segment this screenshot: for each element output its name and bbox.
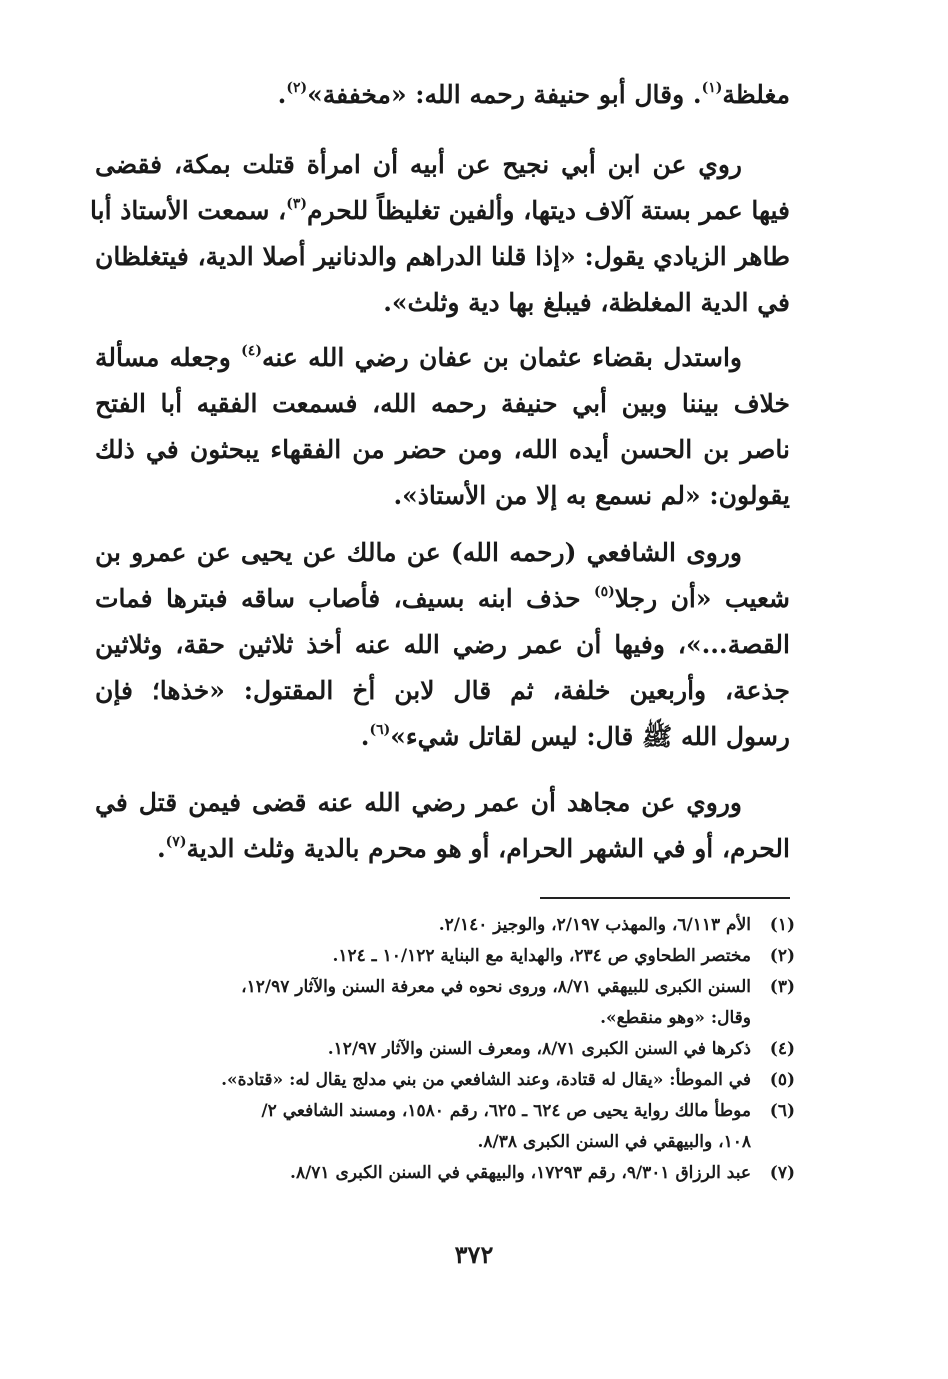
footnote-ref: (٧) bbox=[165, 834, 187, 850]
text-line: رسول الله ﷺ قال: ليس لقاتل شيء»$^{(٦)}$. bbox=[360, 722, 790, 751]
text-line: مغلظة$^{(١)}$. وقال أبو حنيفة رحمه الله: «مخففة»$^{(٢)}$. bbox=[277, 80, 790, 109]
text-line: ناصر بن الحسن أيده الله، ومن حضر من الفقهاء يبحثون في ذلك bbox=[95, 435, 790, 464]
footnote-ref: (٤) bbox=[241, 343, 262, 359]
footnote-ref: (٥) bbox=[593, 584, 615, 600]
footnote-ref: (١) bbox=[701, 80, 723, 96]
footnote-item bbox=[95, 1096, 795, 1158]
footnote-separator bbox=[540, 897, 790, 899]
footnote-item bbox=[95, 910, 795, 941]
text-line: شعيب «أن رجلا$^{(٥)}$ حذف ابنه بسيف، فأصاب ساقه فبترها فمات bbox=[95, 584, 791, 613]
footnote-item bbox=[95, 1034, 795, 1065]
footnote-number: (٦) bbox=[769, 1101, 795, 1121]
text-line: الحرم، أو في الشهر الحرام، أو هو محرم بالدية وثلث الدية$^{(٧)}$. bbox=[156, 834, 790, 863]
paragraph-4 bbox=[95, 780, 790, 872]
footnote-number: (٢) bbox=[769, 946, 795, 966]
footnote-text: في الموطأ: «يقال له قتادة، وعند الشافعي من بني مدلج يقال له: «قتادة». bbox=[221, 1070, 751, 1090]
footnote-item bbox=[95, 1065, 795, 1096]
paragraph-3 bbox=[95, 530, 790, 760]
footnote-text: الأم ٦/١١٣، والمهذب ٢/١٩٧، والوجيز ٢/١٤٠. bbox=[438, 915, 751, 935]
footnote-text: عبد الرزاق ٩/٣٠١، رقم ١٧٢٩٣، والبيهقي في السنن الكبرى ٨/٧١. bbox=[290, 1163, 751, 1183]
text-line: طاهر الزيادي يقول: «إذا قلنا الدراهم والدنانير أصلا الدية، فيتغلظان bbox=[95, 242, 790, 271]
footnote-ref: (٣) bbox=[286, 196, 307, 212]
text-line: فيها عمر بستة آلاف ديتها، وألفين تغليظاً للحرم$^{(٣)}$، سمعت الأستاذ أبا bbox=[90, 196, 790, 225]
footnote-text: السنن الكبرى للبيهقي ٨/٧١، وروى نحوه في معرفة السنن والآثار ١٢/٩٧، bbox=[241, 977, 751, 997]
footnote-item bbox=[95, 972, 795, 1034]
text-line: جذعة، وأربعين خلفة، ثم قال لابن أخ المقتول: «خذها؛ فإن bbox=[95, 676, 790, 705]
footnote-text: مختصر الطحاوي ص ٢٣٤، والهداية مع البناية ١٠/١٢٢ ـ ١٢٤. bbox=[332, 946, 751, 966]
footnotes bbox=[95, 910, 795, 1189]
footnote-continuation: وقال: «وهو منقطع». bbox=[600, 1008, 751, 1028]
text-line: القصة...»، وفيها أن عمر رضي الله عنه أخذ ثلاثين حقة، وثلاثين bbox=[95, 630, 790, 659]
text-line: روي عن ابن أبي نجيح عن أبيه أن امرأة قتلت بمكة، فقضى bbox=[95, 150, 742, 179]
text-line: وروى الشافعي (رحمه الله) عن مالك عن يحيى عن عمرو بن bbox=[95, 538, 742, 567]
text-line: يقولون: «لم نسمع به إلا من الأستاذ». bbox=[393, 481, 790, 510]
footnote-number: (٣) bbox=[769, 977, 795, 997]
footnote-ref: (٦) bbox=[369, 722, 391, 738]
footnote-number: (٥) bbox=[769, 1070, 795, 1090]
text-line: خلاف بيننا وبين أبي حنيفة رحمه الله، فسمعت الفقيه أبا الفتح bbox=[95, 389, 790, 418]
footnote-ref: (٢) bbox=[286, 80, 308, 96]
footnote-continuation: ١٠٨، والبيهقي في السنن الكبرى ٨/٣٨. bbox=[477, 1132, 751, 1152]
text-line: وروي عن مجاهد أن عمر رضي الله عنه قضى فيمن قتل في bbox=[95, 788, 742, 817]
footnote-item bbox=[95, 941, 795, 972]
footnote-text: موطأ مالك رواية يحيى ص ٦٢٤ ـ ٦٢٥، رقم ١٥٨٠، ومسند الشافعي ٢/ bbox=[261, 1101, 751, 1121]
paragraph-2 bbox=[95, 335, 790, 519]
paragraph-continuation bbox=[95, 72, 790, 118]
text-line: واستدل بقضاء عثمان بن عفان رضي الله عنه$^{(٤)}$ وجعله مسألة bbox=[95, 343, 742, 372]
footnote-number: (١) bbox=[769, 915, 795, 935]
text-line: في الدية المغلظة، فيبلغ بها دية وثلث». bbox=[383, 288, 790, 317]
paragraph-1 bbox=[90, 142, 790, 326]
footnote-number: (٤) bbox=[769, 1039, 795, 1059]
footnote-text: ذكرها في السنن الكبرى ٨/٧١، ومعرف السنن والآثار ١٢/٩٧. bbox=[327, 1039, 751, 1059]
page-number: ٣٧٢ bbox=[454, 1240, 494, 1269]
footnote-number: (٧) bbox=[769, 1163, 795, 1183]
footnote-item bbox=[95, 1158, 795, 1189]
